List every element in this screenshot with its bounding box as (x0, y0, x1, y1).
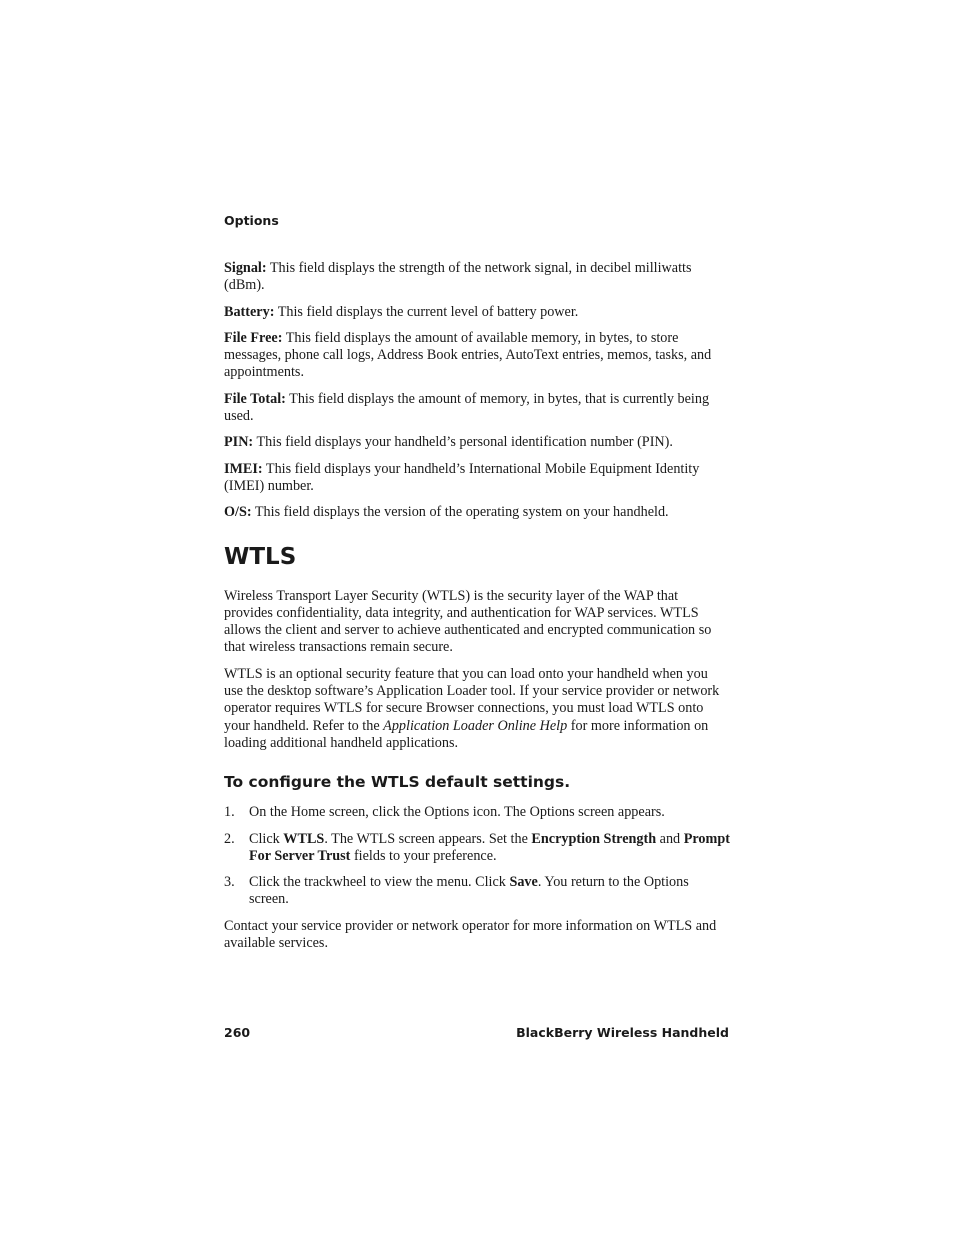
field-desc: This field displays your handheld’s personal identification number (PIN). (253, 434, 673, 451)
field-pin (224, 434, 730, 451)
page-content (224, 260, 730, 961)
procedure-title: To configure the WTLS default settings. (224, 773, 571, 792)
step-number: 1. (224, 804, 235, 821)
field-desc: This field displays your handheld’s International Mobile Equipment Identity (IMEI) number. (224, 460, 700, 494)
text-run: . The WTLS screen appears. Set the (324, 830, 532, 847)
field-file-free (224, 330, 730, 382)
field-term: Battery: (224, 303, 275, 320)
text-run: . You return to the Options screen. (249, 874, 689, 908)
step-number: 2. (224, 830, 235, 847)
field-term: File Total: (224, 390, 286, 407)
running-header: Options (224, 213, 279, 228)
field-signal (224, 260, 730, 295)
ui-term-encryption-strength: Encryption Strength (531, 830, 657, 847)
step-2 (224, 831, 730, 866)
book-title: BlackBerry Wireless Handheld (516, 1025, 729, 1040)
field-term: IMEI: (224, 460, 263, 477)
closing-paragraph: Contact your service provider or network operator for more information on WTLS and available services. (224, 917, 717, 952)
ui-term-prompt-for-server-trust: Prompt For Server Trust (249, 830, 730, 864)
step-text: On the Home screen, click the Options icon. The Options screen appears. (249, 804, 665, 821)
field-term: PIN: (224, 434, 254, 451)
text-run: Click (249, 830, 284, 847)
field-desc: This field displays the strength of the network signal, in decibel milliwatts (dBm). (224, 260, 692, 294)
step-3 (224, 874, 730, 909)
field-imei (224, 461, 730, 496)
text-run: fields to your preference. (350, 847, 497, 864)
text-run: for more information on loading additional handheld applications. (224, 717, 709, 751)
procedure-steps (224, 804, 730, 908)
field-term: Signal: (224, 260, 267, 276)
wtls-intro: Wireless Transport Layer Security (WTLS) is the security layer of the WAP that provides confidentiality, data integrity, and authentication for WAP services. WTLS allows the client and server to achieve authenticated and encrypted communication so that wireless transactions remain secure. (224, 587, 712, 656)
step-number: 3. (224, 874, 235, 891)
doc-reference: Application Loader Online Help (383, 717, 568, 734)
ui-term-wtls: WTLS (283, 830, 325, 847)
field-desc: This field displays the amount of available memory, in bytes, to store messages, phone call logs, Address Book entries, AutoText entries, memos, tasks, and appointments. (224, 329, 712, 381)
field-term: O/S: (224, 504, 252, 521)
field-desc: This field displays the version of the operating system on your handheld. (251, 504, 669, 521)
field-desc: This field displays the current level of battery power. (274, 303, 579, 320)
field-file-total (224, 391, 730, 426)
step-1 (224, 804, 730, 821)
text-run: WTLS is an optional security feature that you can load onto your handheld when you use the desktop software’s Application Loader tool. If your service provider or network operator requires WTLS for secure Browser connections, you must load WTLS onto your handheld. Refer to the (224, 665, 720, 734)
field-os (224, 504, 730, 521)
section-title: WTLS (224, 543, 297, 570)
text-run: Click the trackwheel to view the menu. Click (249, 874, 510, 891)
text-run: and (656, 830, 684, 847)
ui-term-save: Save (509, 874, 538, 891)
field-desc: This field displays the amount of memory, in bytes, that is currently being used. (224, 390, 710, 425)
field-term: File Free: (224, 329, 283, 346)
wtls-para-2 (224, 666, 730, 752)
page-number: 260 (224, 1025, 251, 1040)
field-battery (224, 304, 730, 321)
